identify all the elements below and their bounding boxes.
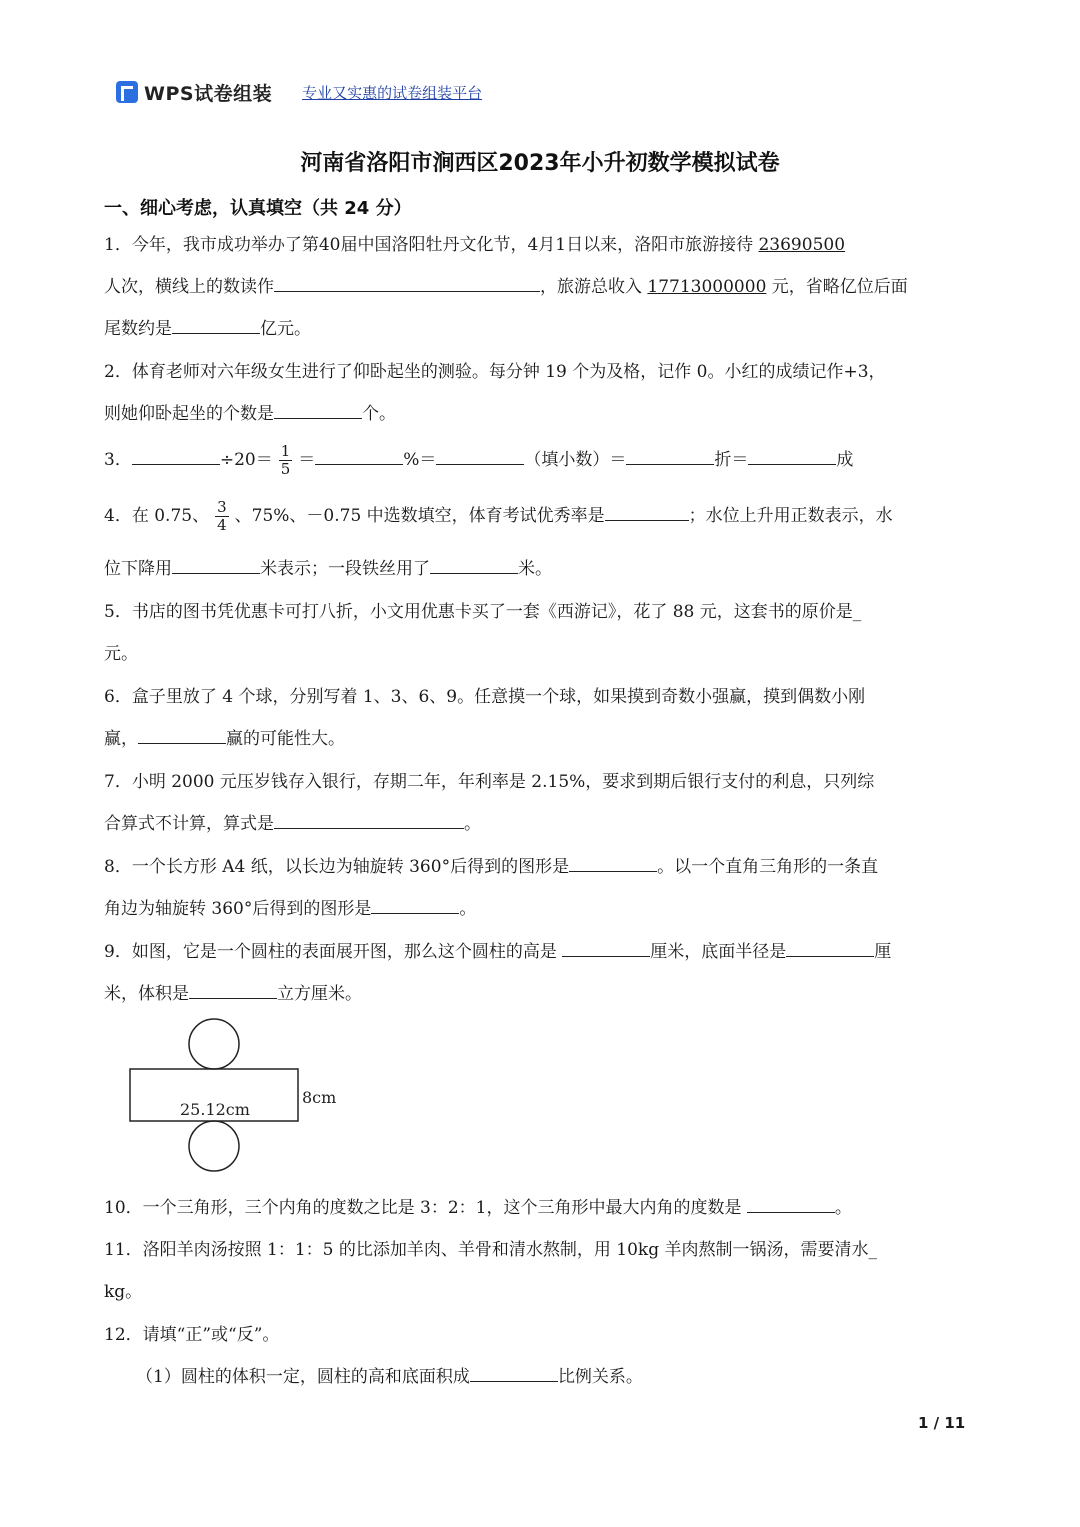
page-title: 河南省洛阳市涧西区2023年小升初数学模拟试卷 xyxy=(300,151,780,176)
q4-text: 米。 xyxy=(518,559,552,579)
q6-text: 赢的可能性大。 xyxy=(226,729,345,749)
q4-text: 位下降用 xyxy=(104,559,172,579)
answer-blank[interactable] xyxy=(430,572,518,574)
q12-text: （1）圆柱的体积一定，圆柱的高和底面积成 xyxy=(136,1367,470,1387)
answer-blank[interactable] xyxy=(748,463,836,465)
q8-text: 。 xyxy=(459,899,477,919)
q5-text: 元。 xyxy=(104,644,138,664)
q7-text: 。 xyxy=(464,814,481,834)
q1-line1 xyxy=(104,230,845,255)
q1-line2 xyxy=(104,272,908,297)
q3-text: 3． xyxy=(104,450,132,470)
answer-blank[interactable] xyxy=(172,572,260,574)
fraction-denominator: 5 xyxy=(280,460,291,478)
q3-text: 成 xyxy=(836,450,854,470)
q4-line2 xyxy=(104,554,552,579)
answer-blank[interactable] xyxy=(605,519,689,521)
q1-text: 尾数约是 xyxy=(104,319,172,339)
header xyxy=(116,74,482,110)
q1-text: 1．今年，我市成功举办了第40届中国洛阳牡丹文化节，4月1日以来，洛阳市旅游接待 xyxy=(104,235,759,255)
q5-text: 5．书店的图书凭优惠卡可打八折，小文用优惠卡买了一套《西游记》，花了 88 元，这套书的原价是_ xyxy=(104,602,862,622)
q4-text: 4．在 0.75、 xyxy=(104,506,210,526)
top-circle xyxy=(189,1019,239,1069)
q3-text: （填小数）＝ xyxy=(524,450,627,470)
q8-text: 角边为轴旋转 360°后得到的图形是 xyxy=(104,899,372,919)
q8-line2 xyxy=(104,894,476,919)
q11-text: kg。 xyxy=(104,1282,143,1302)
q12-line1 xyxy=(104,1320,279,1345)
q1-line3 xyxy=(104,314,311,339)
q7-text: 合算式不计算，算式是 xyxy=(104,814,274,834)
height-label: 8cm xyxy=(302,1088,337,1107)
q2-text: 个。 xyxy=(362,404,396,424)
q11-line1 xyxy=(104,1235,877,1260)
q5-line2 xyxy=(104,639,138,664)
q12-line2 xyxy=(136,1362,643,1387)
answer-blank[interactable] xyxy=(274,417,362,419)
q4-line1 xyxy=(104,496,893,536)
q11-line2 xyxy=(104,1277,142,1302)
q4-text: 米表示；一段铁丝用了 xyxy=(260,559,430,579)
q7-line1 xyxy=(104,767,874,792)
answer-blank[interactable] xyxy=(562,955,650,957)
q4-text: ；水位上升用正数表示，水 xyxy=(688,506,893,526)
section-heading: 一、细心考虑，认真填空（共 24 分） xyxy=(104,198,412,219)
answer-blank[interactable] xyxy=(747,1211,835,1213)
fraction xyxy=(215,499,229,534)
q1-text: 人次，横线上的数读作 xyxy=(104,277,274,297)
q2-line1 xyxy=(104,357,886,382)
q6-line2 xyxy=(104,724,345,749)
answer-blank[interactable] xyxy=(470,1380,558,1382)
answer-blank[interactable] xyxy=(626,463,714,465)
fraction xyxy=(279,443,293,478)
cylinder-net-diagram xyxy=(128,1018,358,1178)
q9-text: 立方厘米。 xyxy=(277,984,362,1004)
q9-text: 9．如图，它是一个圆柱的表面展开图，那么这个圆柱的高是 xyxy=(104,942,563,962)
answer-blank[interactable] xyxy=(138,742,226,744)
q8-text: 。以一个直角三角形的一条直 xyxy=(657,857,879,877)
slogan-link[interactable]: 专业又实惠的试卷组装平台 xyxy=(302,83,483,102)
q5-line1 xyxy=(104,597,861,622)
q11-text: 11．洛阳羊肉汤按照 1：1：5 的比添加羊肉、羊骨和清水熬制，用 10kg 羊肉熬制一锅汤，需要清水_ xyxy=(104,1240,878,1260)
q7-line2 xyxy=(104,809,481,834)
q9-text: 米，体积是 xyxy=(104,984,189,1004)
length-label: 25.12cm xyxy=(180,1100,250,1119)
page-number: 1 / 11 xyxy=(918,1414,966,1432)
answer-blank[interactable] xyxy=(274,827,464,829)
q2-line2 xyxy=(104,399,396,424)
q6-text: 6．盒子里放了 4 个球，分别写着 1、3、6、9。任意摸一个球，如果摸到奇数小强赢，摸到偶数小刚 xyxy=(104,687,866,707)
q2-text: 则她仰卧起坐的个数是 xyxy=(104,404,274,424)
fraction-numerator: 3 xyxy=(217,498,227,516)
q1-text: ，旅游总收入 xyxy=(540,277,648,297)
answer-blank[interactable] xyxy=(569,870,657,872)
answer-blank[interactable] xyxy=(172,332,260,334)
q12-text: 比例关系。 xyxy=(557,1367,643,1387)
wps-logo-icon xyxy=(116,81,138,103)
answer-blank[interactable] xyxy=(436,463,524,465)
logo-text: WPS试卷组装 xyxy=(144,82,273,105)
q7-text: 7．小明 2000 元压岁钱存入银行，存期二年，年利率是 2.15%，要求到期后银行支付的利息，只列综 xyxy=(104,772,875,792)
q3-text: ＝ xyxy=(298,450,316,470)
q12-text: 12．请填“正”或“反”。 xyxy=(104,1325,280,1345)
fraction-numerator: 1 xyxy=(280,442,291,460)
q10-line xyxy=(104,1193,852,1218)
q3-line xyxy=(104,440,853,480)
q9-text: 厘 xyxy=(874,942,892,962)
q1-text: 亿元。 xyxy=(260,319,311,339)
answer-blank[interactable] xyxy=(132,463,220,465)
q4-text: 、75%、－0.75 中选数填空，体育考试优秀率是 xyxy=(234,506,605,526)
q8-text: 8．一个长方形 A4 纸，以长边为轴旋转 360°后得到的图形是 xyxy=(104,857,570,877)
q9-line1 xyxy=(104,937,891,962)
fraction-denominator: 4 xyxy=(217,516,227,534)
answer-blank[interactable] xyxy=(189,997,277,999)
bottom-circle xyxy=(189,1121,239,1171)
q1-number2: 17713000000 xyxy=(647,277,767,297)
answer-blank[interactable] xyxy=(315,463,403,465)
q1-number1: 23690500 xyxy=(758,235,846,255)
answer-blank[interactable] xyxy=(371,912,459,914)
q3-text: %＝ xyxy=(403,450,437,470)
q2-text: 2．体育老师对六年级女生进行了仰卧起坐的测验。每分钟 19 个为及格，记作 0。小红的成绩记作+3， xyxy=(104,362,886,382)
answer-blank[interactable] xyxy=(786,955,874,957)
q8-line1 xyxy=(104,852,878,877)
q10-text: 10．一个三角形，三个内角的度数之比是 3：2：1，这个三角形中最大内角的度数是 xyxy=(104,1198,747,1218)
q3-text: ÷20＝ xyxy=(219,450,273,470)
q10-text: 。 xyxy=(834,1198,852,1218)
answer-blank[interactable] xyxy=(274,290,540,292)
q9-text: 厘米，底面半径是 xyxy=(650,942,787,962)
q9-line2 xyxy=(104,979,362,1004)
q6-line1 xyxy=(104,682,865,707)
q3-text: 折＝ xyxy=(714,450,749,470)
q6-text: 赢， xyxy=(104,729,138,749)
q1-text: 元，省略亿位后面 xyxy=(766,277,908,297)
